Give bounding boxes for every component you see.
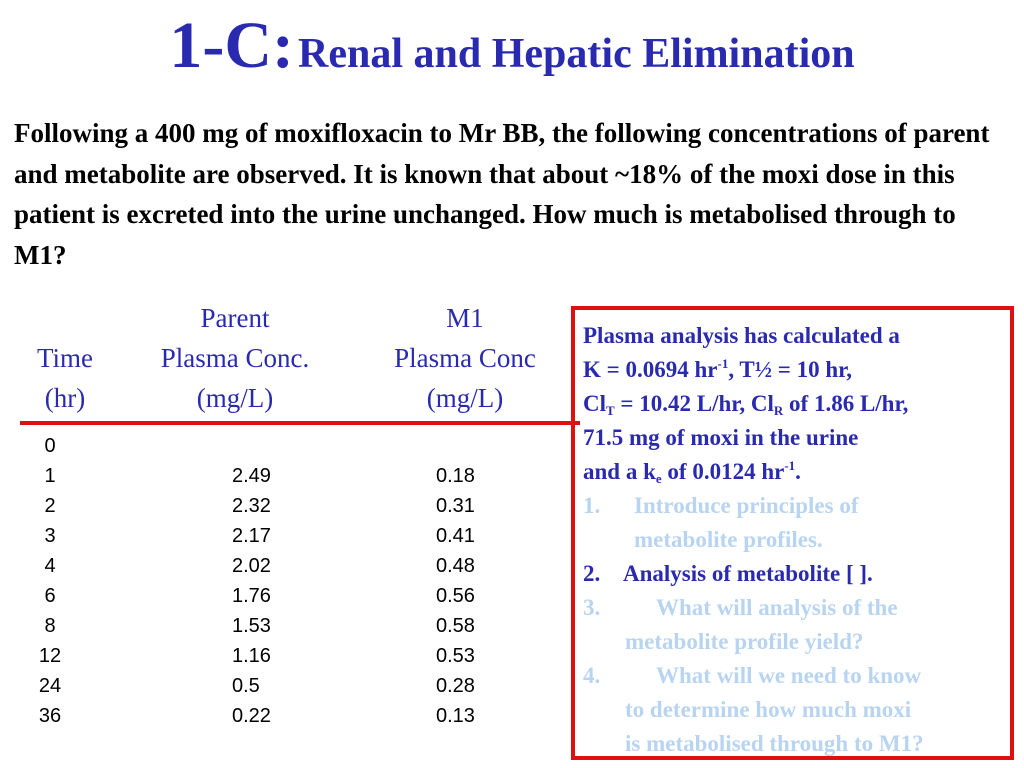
- header-m1-sublabel: Plasma Conc: [394, 343, 536, 373]
- header-parent: [120, 298, 350, 418]
- m1-cell: 0.53: [436, 645, 475, 667]
- info-line: 71.5 mg of moxi in the urine: [583, 425, 859, 450]
- m1-cell: 0.41: [436, 525, 475, 547]
- step-number: 1.: [583, 493, 601, 518]
- header-time-unit: (hr): [44, 383, 86, 413]
- header-time: [20, 338, 110, 418]
- parent-cell: 0.5: [232, 675, 260, 697]
- step-item: [583, 489, 1008, 557]
- table-row: [0, 671, 560, 701]
- table-row: [0, 431, 560, 461]
- header-m1-unit: (mg/L): [426, 383, 504, 413]
- m1-cell: 0.56: [436, 585, 475, 607]
- info-line: Plasma analysis has calculated a: [583, 323, 900, 348]
- step-text: to determine how much moxi: [625, 697, 912, 722]
- time-cell: 4: [44, 555, 56, 577]
- step-number: 3.: [583, 595, 601, 620]
- table-row: [0, 461, 560, 491]
- table-row: [0, 581, 560, 611]
- time-cell: 2: [44, 495, 56, 517]
- step-text: metabolite profile yield?: [625, 629, 864, 654]
- time-cell: 3: [44, 525, 56, 547]
- step-item: [583, 659, 1008, 761]
- info-line: and a $k_e$ of 0.0124 $hr^{-1}$.: [583, 458, 801, 486]
- time-cell: 36: [38, 705, 62, 727]
- header-time-label: Time: [36, 343, 94, 373]
- step-text: is metabolised through to M1?: [625, 731, 924, 756]
- question-text: Following a 400 mg of moxifloxacin to Mr BB, the following concentrations of parent and metabolite are observed. It is known that about ~18% of the moxi dose in this patient is excreted into the urine unchanged. How much is metabolised through to M1?: [14, 118, 990, 270]
- m1-cell: 0.31: [436, 495, 475, 517]
- parent-cell: 2.17: [232, 525, 271, 547]
- step-text: metabolite profiles.: [634, 527, 823, 552]
- time-cell: 1: [44, 465, 56, 487]
- step-text: Introduce principles of: [634, 493, 859, 518]
- time-cell: 6: [44, 585, 56, 607]
- step-item: [583, 591, 1008, 659]
- step-number: 4.: [583, 663, 601, 688]
- header-parent-label: Parent: [200, 303, 270, 333]
- parent-cell: 1.16: [232, 645, 271, 667]
- info-line: $Cl_T = 10.42$ L/hr, $Cl_R$ of 1.86 L/hr,: [583, 391, 909, 418]
- time-cell: 8: [44, 615, 56, 637]
- table-row: [0, 491, 560, 521]
- m1-cell: 0.13: [436, 705, 475, 727]
- title-prefix: 1-C:: [169, 9, 295, 82]
- parent-cell: 2.49: [232, 465, 271, 487]
- concentration-table: [0, 431, 560, 731]
- time-cell: 24: [38, 675, 62, 697]
- plasma-analysis-text: [583, 319, 1008, 489]
- table-row: [0, 611, 560, 641]
- parent-cell: 0.22: [232, 705, 271, 727]
- info-line: K = 0.0694 $hr^{-1}$, T½ = 10 hr,: [583, 356, 853, 382]
- parent-cell: 1.53: [232, 615, 271, 637]
- table-row: [0, 641, 560, 671]
- title-main: Renal and Hepatic Elimination: [298, 31, 855, 77]
- parent-cell: 2.02: [232, 555, 271, 577]
- slide-title: [0, 8, 1024, 84]
- header-parent-sublabel: Plasma Conc.: [160, 343, 310, 373]
- time-cell: 0: [44, 435, 56, 457]
- step-text: What will analysis of the: [656, 595, 898, 620]
- step-item: [583, 557, 1008, 591]
- parent-cell: 1.76: [232, 585, 271, 607]
- m1-cell: 0.48: [436, 555, 475, 577]
- header-m1: [360, 298, 570, 418]
- steps-list: [583, 489, 1008, 761]
- table-divider: [20, 421, 580, 425]
- m1-cell: 0.58: [436, 615, 475, 637]
- step-text: Analysis of metabolite [ ].: [623, 561, 873, 586]
- m1-cell: 0.28: [436, 675, 475, 697]
- parent-cell: 2.32: [232, 495, 271, 517]
- table-row: [0, 551, 560, 581]
- header-parent-unit: (mg/L): [196, 383, 274, 413]
- header-m1-label: M1: [446, 303, 484, 333]
- table-row: [0, 701, 560, 731]
- m1-cell: 0.18: [436, 465, 475, 487]
- table-row: [0, 521, 560, 551]
- step-text: What will we need to know: [656, 663, 922, 688]
- time-cell: 12: [38, 645, 62, 667]
- step-number: 2.: [583, 561, 601, 586]
